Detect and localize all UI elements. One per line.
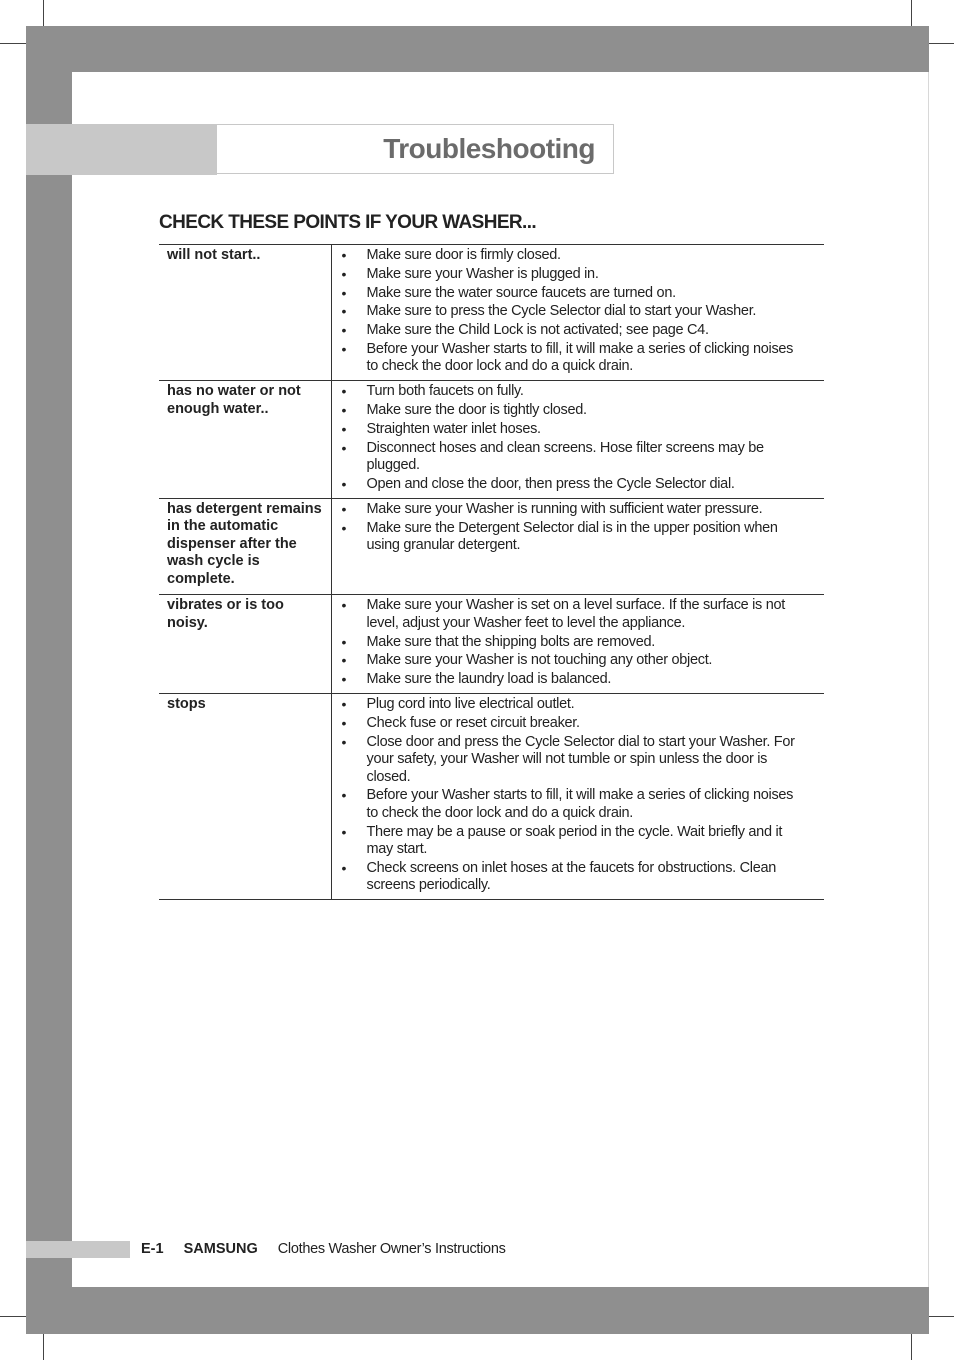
crop-mark (928, 43, 954, 44)
list-item: • Plug cord into live electrical outlet. (332, 696, 809, 714)
page-frame-left (26, 26, 72, 1334)
remedy-list (332, 597, 809, 688)
list-item: • Make sure your Washer is set on a level surface. If the surface is not level, adjust your Washer feet to level the appliance. (332, 597, 809, 632)
troubleshooting-table (159, 244, 824, 900)
list-item: • Make sure your Washer is plugged in. (332, 266, 809, 284)
symptom-cell: stops (159, 693, 331, 899)
list-item: • Make sure the Child Lock is not activated; see page C4. (332, 322, 809, 340)
list-item: • Check screens on inlet hoses at the faucets for obstructions. Clean screens periodically. (332, 860, 809, 895)
crop-mark (911, 1334, 912, 1360)
list-item: • Make sure to press the Cycle Selector dial to start your Washer. (332, 303, 809, 321)
remedy-cell (331, 498, 824, 595)
table-row (159, 498, 824, 595)
crop-mark (928, 1316, 954, 1317)
list-item: • Make sure the laundry load is balanced. (332, 671, 809, 689)
list-item: • Make sure the Detergent Selector dial is in the upper position when using granular detergent. (332, 520, 809, 555)
crop-mark (0, 43, 26, 44)
symptom-cell: has no water or not enough water.. (159, 381, 331, 498)
page-frame-bottom (26, 1287, 929, 1334)
brand-name: SAMSUNG (183, 1241, 258, 1257)
crop-mark (43, 0, 44, 26)
page-frame-top (26, 26, 929, 72)
symptom-cell: will not start.. (159, 245, 331, 381)
remedy-cell (331, 595, 824, 694)
header-accent-bar (26, 124, 217, 175)
list-item: • Make sure door is firmly closed. (332, 247, 809, 265)
list-item: • Straighten water inlet hoses. (332, 421, 809, 439)
table-row (159, 245, 824, 381)
crop-mark (911, 0, 912, 26)
list-item: • Make sure the door is tightly closed. (332, 402, 809, 420)
page-title: Troubleshooting (383, 133, 595, 164)
remedy-list (332, 696, 809, 895)
list-item: • Make sure that the shipping bolts are removed. (332, 634, 809, 652)
crop-mark (0, 1316, 26, 1317)
page-number: E-1 (141, 1241, 164, 1257)
remedy-list (332, 501, 809, 555)
list-item: • There may be a pause or soak period in the cycle. Wait briefly and it may start. (332, 824, 809, 859)
crop-mark (43, 1334, 44, 1360)
list-item: • Open and close the door, then press the Cycle Selector dial. (332, 476, 809, 494)
list-item: • Make sure the water source faucets are turned on. (332, 285, 809, 303)
footer (141, 1241, 506, 1257)
table-row (159, 595, 824, 694)
list-item: • Disconnect hoses and clean screens. Hose filter screens may be plugged. (332, 440, 809, 475)
symptom-cell: vibrates or is too noisy. (159, 595, 331, 694)
footer-accent-bar (26, 1241, 130, 1258)
remedy-list (332, 247, 809, 376)
list-item: • Before your Washer starts to fill, it will make a series of clicking noises to check the door lock and do a quick drain. (332, 787, 809, 822)
remedy-cell (331, 693, 824, 899)
table-row (159, 381, 824, 498)
list-item: • Before your Washer starts to fill, it will make a series of clicking noises to check the door lock and do a quick drain. (332, 341, 809, 376)
remedy-cell (331, 245, 824, 381)
remedy-cell (331, 381, 824, 498)
symptom-cell: has detergent remains in the automatic dispenser after the wash cycle is complete. (159, 498, 331, 595)
list-item: • Close door and press the Cycle Selector dial to start your Washer. For your safety, your Washer will not tumble or spin unless the door is closed. (332, 734, 809, 787)
remedy-list (332, 383, 809, 493)
document-title: Clothes Washer Owner’s Instructions (277, 1241, 506, 1257)
list-item: • Turn both faucets on fully. (332, 383, 809, 401)
header-title-box (216, 124, 614, 174)
list-item: • Make sure your Washer is not touching any other object. (332, 652, 809, 670)
page-frame-right-edge (928, 72, 929, 1287)
list-item: • Make sure your Washer is running with sufficient water pressure. (332, 501, 809, 519)
table-row (159, 693, 824, 899)
section-heading: CHECK THESE POINTS IF YOUR WASHER... (159, 212, 537, 233)
list-item: • Check fuse or reset circuit breaker. (332, 715, 809, 733)
